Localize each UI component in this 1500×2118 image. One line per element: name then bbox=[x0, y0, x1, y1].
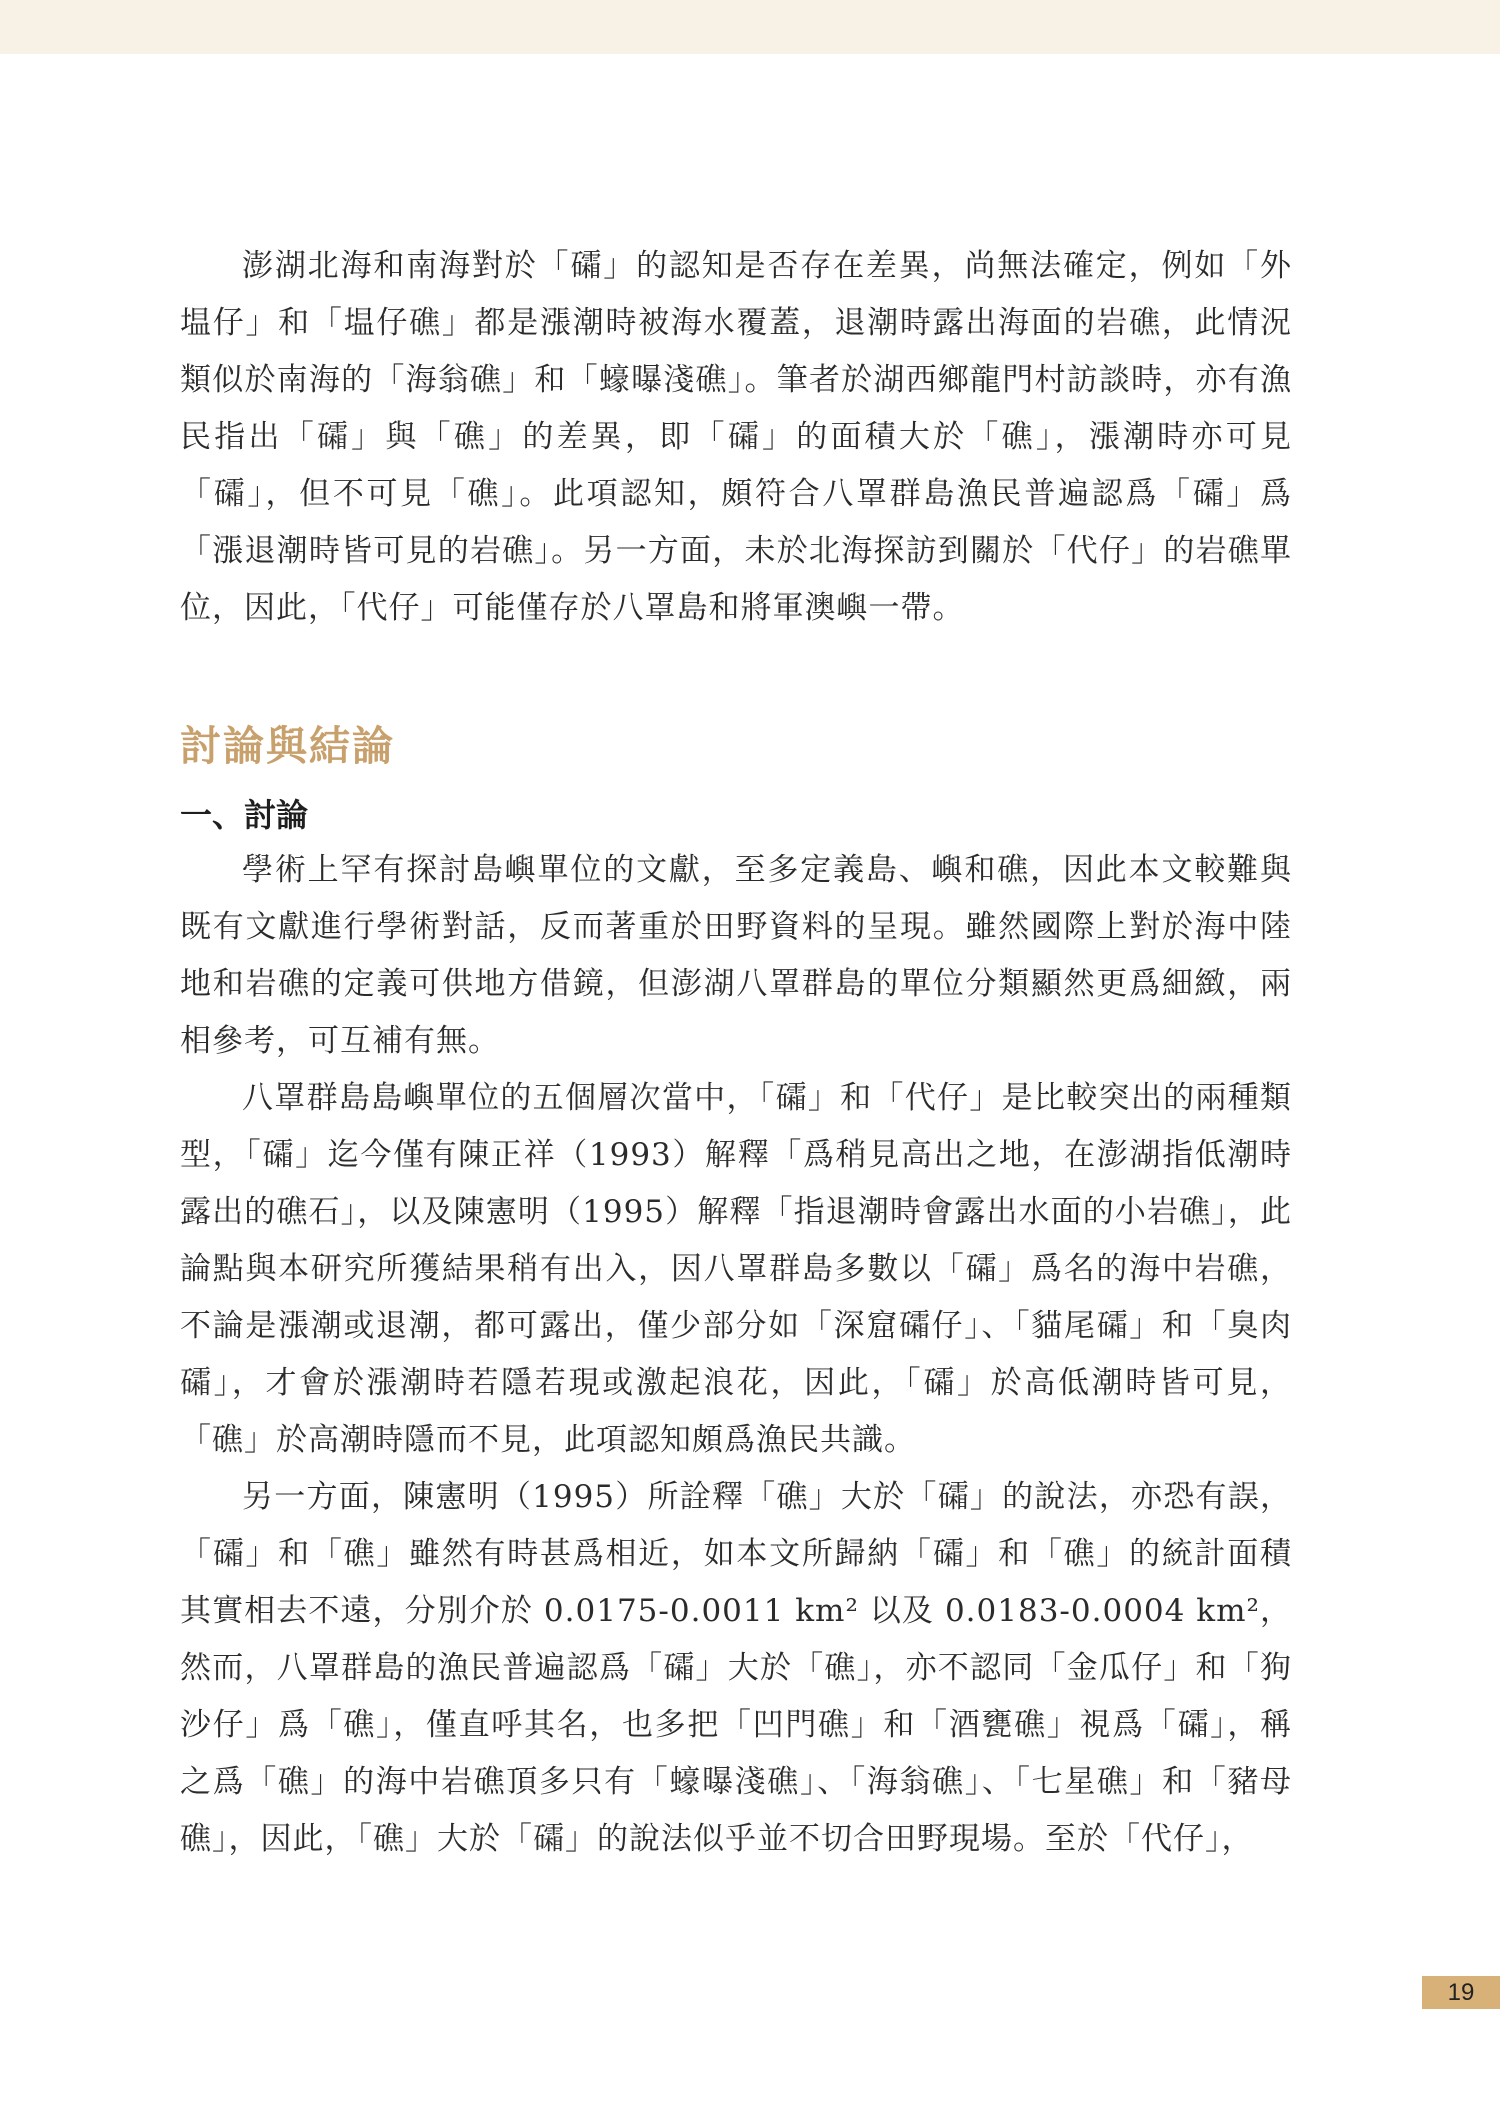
discussion-paragraph-2: 八罩群島島嶼單位的五個層次當中，「礵」和「代仔」是比較突出的兩種類型，「礵」迄今僅有陳正祥（1993）解釋「爲稍見高出之地，在澎湖指低潮時露出的礁石」，以及陳憲明（1995）解釋「指退潮時會露出水面的小岩礁」，此論點與本研究所獲結果稍有出入，因八罩群島多數以「礵」爲名的海中岩礁，不論是漲潮或退潮，都可露出，僅少部分如「深窟礵仔」、「貓尾礵」和「臭肉礵」，才會於漲潮時若隱若現或激起浪花，因此，「礵」於高低潮時皆可見，「礁」於高潮時隱而不見，此項認知頗爲漁民共識。 bbox=[180, 1080, 1292, 1458]
discussion-paragraph-1: 學術上罕有探討島嶼單位的文獻，至多定義島、嶼和礁，因此本文較難與既有文獻進行學術對話，反而著重於田野資料的呈現。雖然國際上對於海中陸地和岩礁的定義可供地方借鏡，但澎湖八罩群島的單位分類顯然更爲細緻，兩相參考，可互補有無。 bbox=[180, 852, 1292, 1059]
subsection-title: 一、討論 bbox=[180, 796, 309, 834]
page-number: 19 bbox=[1422, 1976, 1500, 2009]
intro-paragraph: 澎湖北海和南海對於「礵」的認知是否存在差異，尚無法確定，例如「外塭仔」和「塭仔礁」都是漲潮時被海水覆蓋，退潮時露出海面的岩礁，此情況類似於南海的「海翁礁」和「蠔曝淺礁」。筆者於湖西鄉龍門村訪談時，亦有漁民指出「礵」與「礁」的差異，即「礵」的面積大於「礁」，漲潮時亦可見「礵」，但不可見「礁」。此項認知，頗符合八罩群島漁民普遍認爲「礵」爲「漲退潮時皆可見的岩礁」。另一方面，未於北海探訪到關於「代仔」的岩礁單位，因此，「代仔」可能僅存於八罩島和將軍澳嶼一帶。 bbox=[180, 248, 1292, 626]
discussion-paragraph-3: 另一方面，陳憲明（1995）所詮釋「礁」大於「礵」的說法，亦恐有誤，「礵」和「礁」雖然有時甚爲相近，如本文所歸納「礵」和「礁」的統計面積其實相去不遠，分別介於 0.0175-0.0011 km² 以及 0.0183-0.0004 km²，然而，八罩群島的漁民普遍認爲「礵」大於「礁」，亦不認同「金瓜仔」和「狗沙仔」爲「礁」，僅直呼其名，也多把「凹門礁」和「酒甕礁」視爲「礵」，稱之爲「礁」的海中岩礁頂多只有「蠔曝淺礁」、「海翁礁」、「七星礁」和「豬母礁」，因此，「礁」大於「礵」的說法似乎並不切合田野現場。至於「代仔」， bbox=[180, 1479, 1292, 1857]
top-band bbox=[0, 0, 1500, 54]
page-content bbox=[180, 238, 1292, 1868]
section-title: 討論與結論 bbox=[180, 722, 395, 770]
